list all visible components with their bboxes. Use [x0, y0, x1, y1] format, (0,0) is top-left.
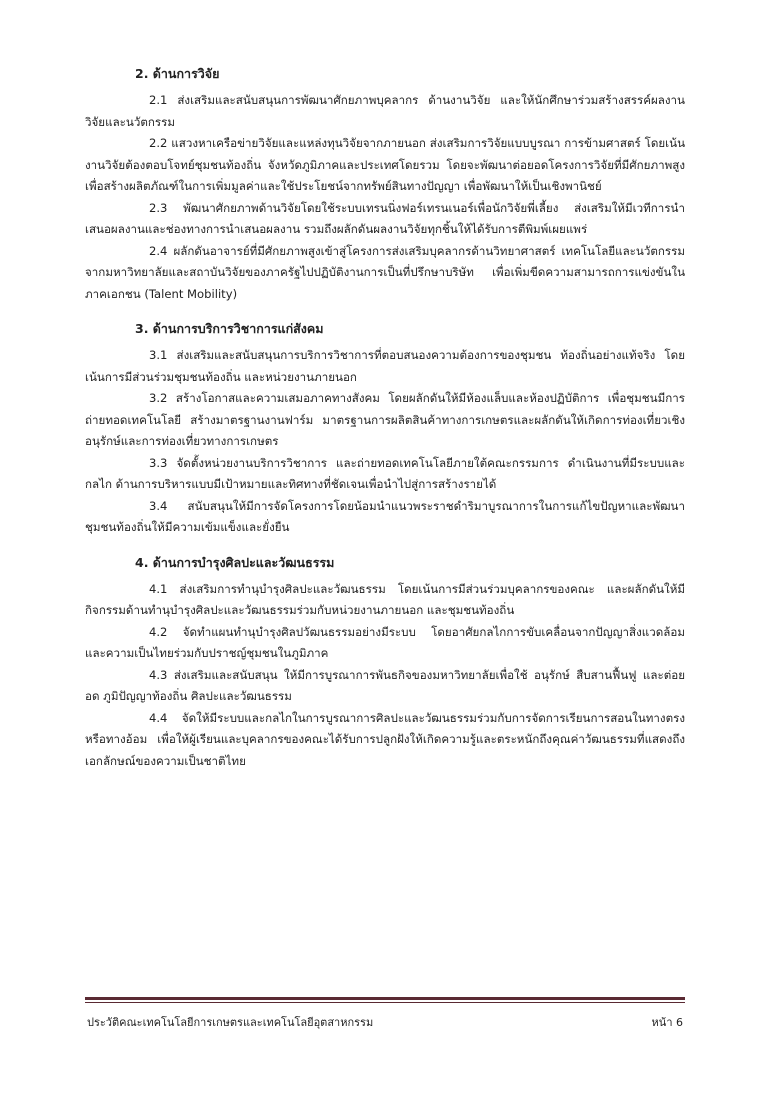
paragraph: 2.1 ส่งเสริมและสนับสนุนการพัฒนาศักยภาพบุคลากร ด้านงานวิจัย และให้นักศึกษาร่วมสร้างสรรค์ผลงานวิจัยและนวัตกรรม: [85, 93, 685, 129]
section-heading: 4. ด้านการบำรุงศิลปะและวัฒนธรรม: [135, 554, 335, 570]
paragraph: 3.1 ส่งเสริมและสนับสนุนการบริการวิชาการที่ตอบสนองความต้องการของชุมชน ท้องถิ่นอย่างแท้จริง โดยเน้นการมีส่วนร่วมชุมชนท้องถิ่น และหน่วยงานภายนอก: [85, 348, 685, 384]
paragraph: 3.3 จัดตั้งหน่วยงานบริการวิชาการ และถ่ายทอดเทคโนโลยีภายใต้คณะกรรมการ ดำเนินงานที่มีระบบและกลไก ด้านการบริหารแบบมีเป้าหมายและทิศทางที่ชัดเจนเพื่อนำไปสู่การสร้างรายได้: [85, 455, 685, 491]
paragraph: 2.2 แสวงหาเครือข่ายวิจัยและแหล่งทุนวิจัยจากภายนอก ส่งเสริมการวิจัยแบบบูรณา การข้ามศาสตร์ โดยเน้นงานวิจัยต้องตอบโจทย์ชุมชนท้องถิ่น จังหวัดภูมิภาคและประเทศโดยรวม โดยจะพัฒนาต่อยอดโครงการวิจัยที่มีศักยภาพสูงเพื่อสร้างผลิตภัณฑ์ในการเพิ่มมูลค่าและใช้ประโยชน์จากทรัพย์สินทางปัญญา เพื่อพัฒนาให้เป็นเชิงพานิชย์: [85, 136, 685, 193]
section-arts-culture: [85, 553, 685, 773]
section-heading: 3. ด้านการบริการวิชาการแก่สังคม: [135, 321, 324, 336]
footer-rule-thick: [85, 997, 685, 1000]
paragraph: 4.1 ส่งเสริมการทำนุบำรุงศิลปะและวัฒนธรรม โดยเน้นการมีส่วนร่วมบุคลากรของคณะ และผลักดันให้มีกิจกรรมด้านทำนุบำรุงศิลปะและวัฒนธรรมร่วมกับหน่วยงานภายนอก และชุมชนท้องถิ่น: [85, 581, 685, 617]
document-body: [85, 64, 685, 786]
paragraph: 4.2 จัดทำแผนทำนุบำรุงศิลปวัฒนธรรมอย่างมีระบบ โดยอาศัยกลไกการขับเคลื่อนจากปัญญาสิ่งแวดล้อม และความเป็นไทยร่วมกับปราชญ์ชุมชนในภูมิภาค: [85, 624, 685, 660]
section-academic-service: [85, 319, 685, 539]
paragraph: 3.4 สนับสนุนให้มีการจัดโครงการโดยน้อมนำแนวพระราชดำริมาบูรณาการในการแก้ไขปัญหาและพัฒนาชุมชนท้องถิ่นให้มีความเข้มแข็งและยั่งยืน: [85, 498, 685, 534]
paragraph: 2.4 ผลักดันอาจารย์ที่มีศักยภาพสูงเข้าสู่โครงการส่งเสริมบุคลากรด้านวิทยาศาสตร์ เทคโนโลยีและนวัตกรรมจากมหาวิทยาลัยและสถาบันวิจัยของภาครัฐไปปฏิบัติงานการเป็นที่ปรึกษาบริษัท เพื่อเพิ่มขีดความสามารถการแข่งขันในภาคเอกชน (Talent Mobility): [85, 243, 685, 301]
paragraph: 3.2 สร้างโอกาสและความเสมอภาคทางสังคม โดยผลักดันให้มีห้องแล็บและห้องปฏิบัติการ เพื่อชุมชนมีการถ่ายทอดเทคโนโลยี สร้างมาตรฐานงานฟาร์ม มาตรฐานการผลิตสินค้าทางการเกษตรและผลักดันให้เกิดการท่องเที่ยวเชิงอนุรักษ์และการท่องเที่ยวทางการเกษตร: [85, 391, 685, 448]
page-number: หน้า 6: [651, 1016, 683, 1029]
paragraph: 2.3 พัฒนาศักยภาพด้านวิจัยโดยใช้ระบบเทรนนิ่งฟอร์เทรนเนอร์เพื่อนักวิจัยพี่เลี้ยง ส่งเสริมให้มีเวทีการนำเสนอผลงานและช่องทางการนำเสนอผลงาน รวมถึงผลักดันผลงานวิจัยทุกชิ้นให้ได้รับการตีพิมพ์เผยแพร่: [85, 200, 685, 236]
footer-rule-thin: [85, 1002, 685, 1003]
section-heading: 2. ด้านการวิจัย: [135, 66, 220, 81]
section-research: [85, 64, 685, 305]
paragraph: 4.3 ส่งเสริมและสนับสนุน ให้มีการบูรณาการพันธกิจของมหาวิทยาลัยเพื่อใช้ อนุรักษ์ สืบสานฟื้นฟู และต่อยอด ภูมิปัญญาท้องถิ่น ศิลปะและวัฒนธรรม: [85, 667, 685, 703]
footer-title: ประวัติคณะเทคโนโลยีการเกษตรและเทคโนโลยีอุตสาหกรรม: [87, 1016, 374, 1029]
paragraph: 4.4 จัดให้มีระบบและกลไกในการบูรณาการศิลปะและวัฒนธรรมร่วมกับการจัดการเรียนการสอนในทางตรงหรือทางอ้อม เพื่อให้ผู้เรียนและบุคลากรของคณะได้รับการปลูกฝังให้เกิดความรู้และตระหนักถึงคุณค่าวัฒนธรรมที่แสดงถึงเอกลักษณ์ของความเป็นชาติไทย: [85, 710, 685, 768]
